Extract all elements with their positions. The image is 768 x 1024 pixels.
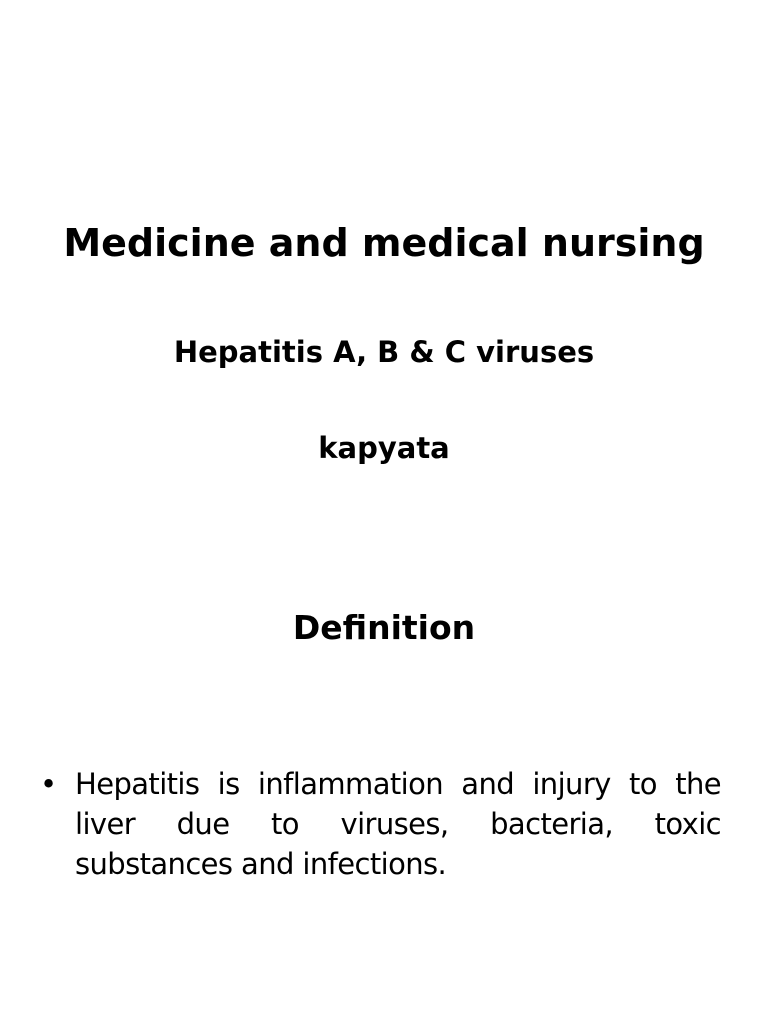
section-heading: Definition bbox=[292, 608, 476, 647]
bullet-list bbox=[40, 764, 721, 884]
author-name: kapyata bbox=[318, 431, 450, 465]
bullet-text: Hepatitis is inflammation and injury to the liver due to viruses, bacteria, toxic substances and infections. bbox=[75, 767, 721, 881]
bullet-marker: • bbox=[40, 767, 58, 801]
bullet-item bbox=[40, 764, 721, 884]
slide-subtitle: Hepatitis A, B & C viruses bbox=[173, 335, 595, 369]
slide-title: Medicine and medical nursing bbox=[63, 221, 705, 265]
